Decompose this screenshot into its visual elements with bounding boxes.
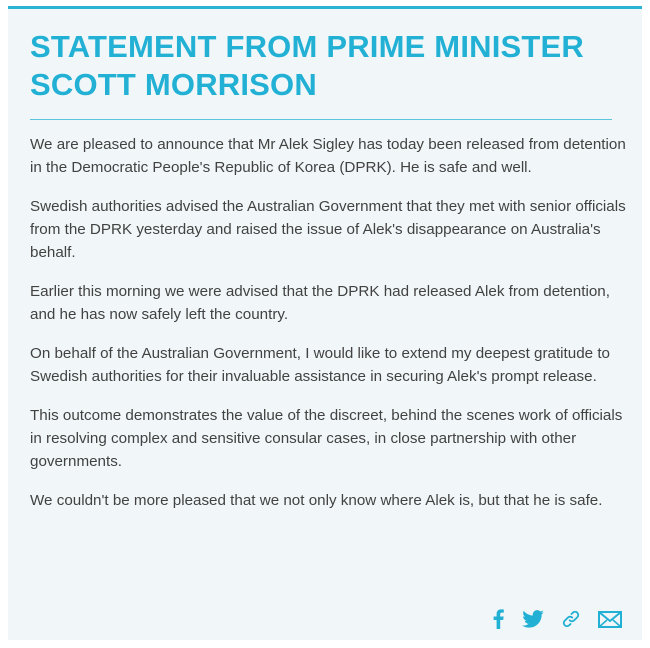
statement-paragraph: We are pleased to announce that Mr Alek Sigley has today been released from detention in the Democratic People's Republic of Korea (DPRK). He is safe and well. xyxy=(30,136,626,176)
statement-paragraph: This outcome demonstrates the value of the discreet, behind the scenes work of officials in resolving complex and sensitive consular cases, in close partnership with other governments. xyxy=(30,407,623,470)
statement-body xyxy=(30,133,628,528)
title-divider xyxy=(30,119,612,120)
statement-paragraph: On behalf of the Australian Government, I would like to extend my deepest gratitude to Swedish authorities for their invaluable assistance in securing Alek's prompt release. xyxy=(30,345,610,385)
link-icon[interactable] xyxy=(562,610,580,628)
facebook-icon[interactable] xyxy=(493,609,504,629)
statement-card xyxy=(8,6,642,640)
share-bar xyxy=(475,609,622,629)
statement-paragraph: Swedish authorities advised the Australian Government that they met with senior officials from the DPRK yesterday and raised the issue of Alek's disappearance on Australia's behalf. xyxy=(30,198,626,261)
statement-title: STATEMENT FROM PRIME MINISTER SCOTT MORRISON xyxy=(30,29,585,102)
statement-paragraph: We couldn't be more pleased that we not only know where Alek is, but that he is safe. xyxy=(30,492,603,509)
twitter-icon[interactable] xyxy=(522,610,544,628)
statement-paragraph: Earlier this morning we were advised that the DPRK had released Alek from detention, and he has now safely left the country. xyxy=(30,283,610,323)
email-icon[interactable] xyxy=(598,611,622,628)
